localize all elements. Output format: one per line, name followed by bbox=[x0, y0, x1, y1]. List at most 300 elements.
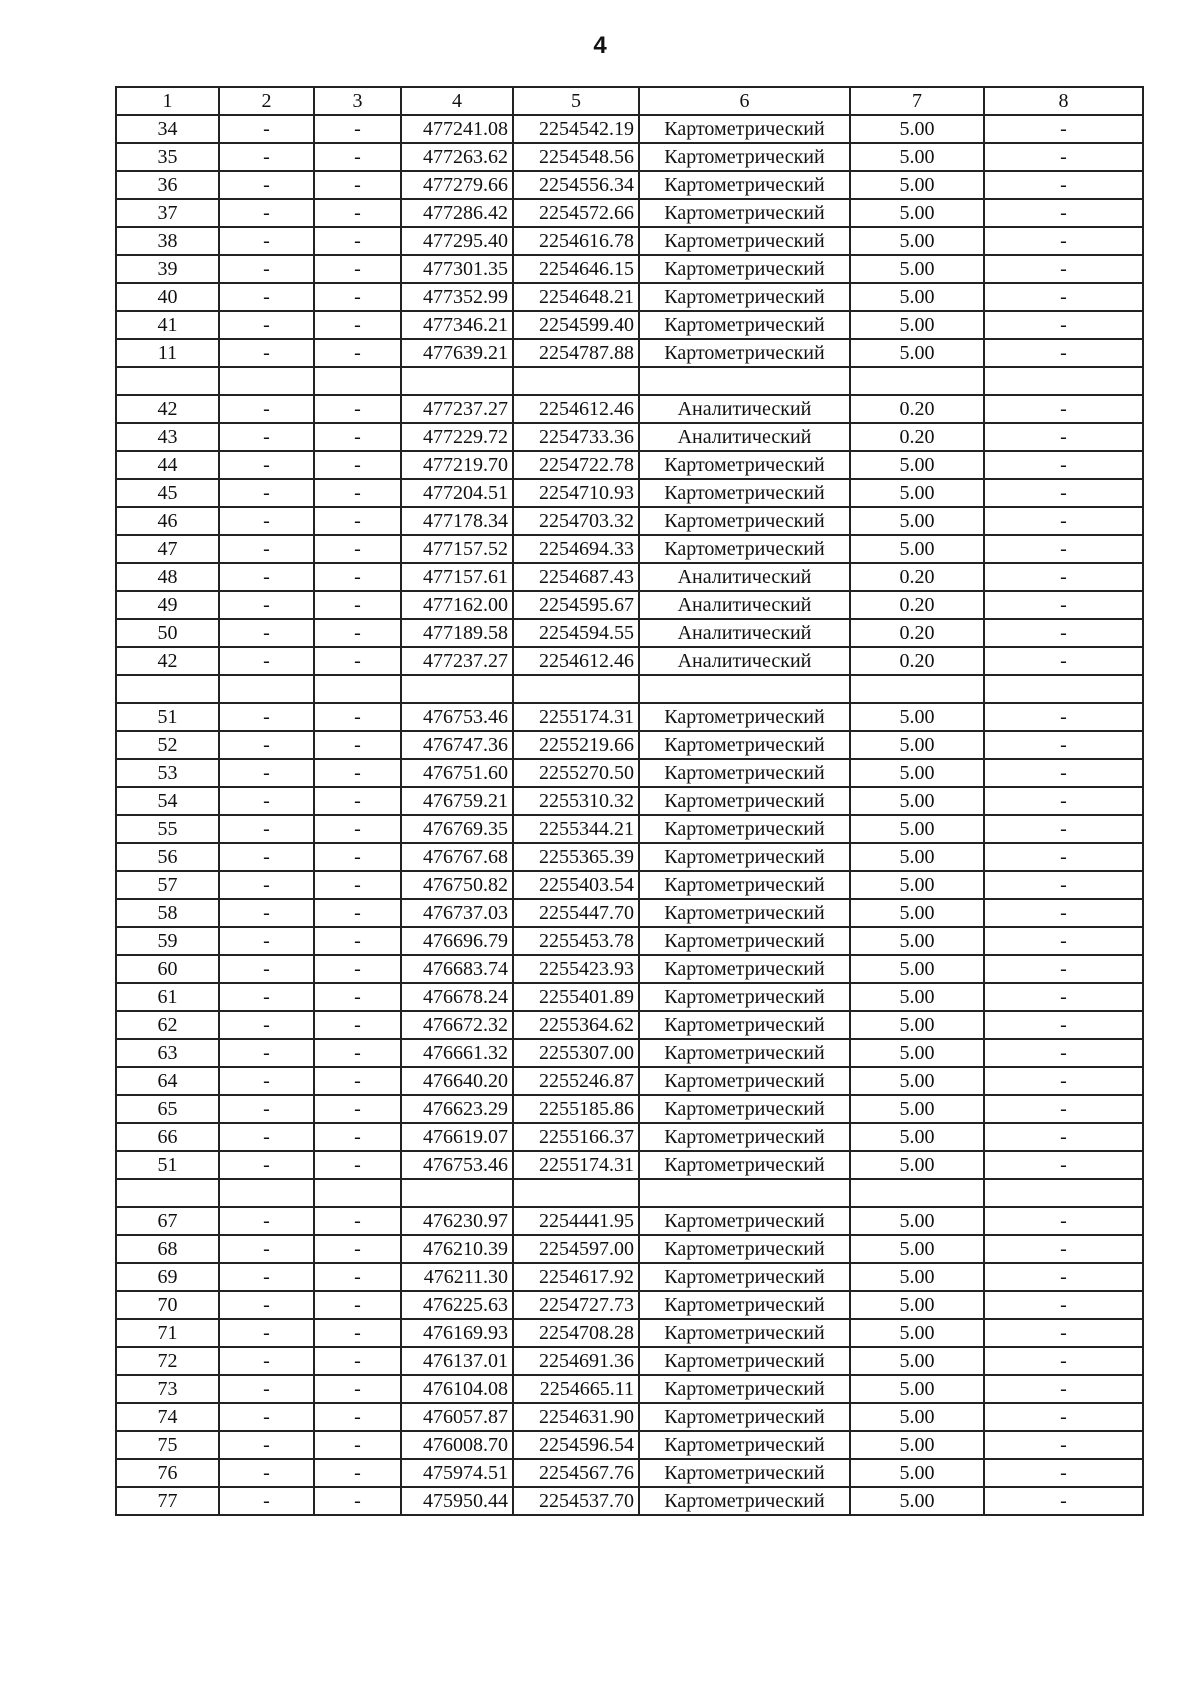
column-8-cell: - bbox=[984, 843, 1143, 871]
column-3-cell: - bbox=[314, 255, 401, 283]
table-row bbox=[116, 759, 1143, 787]
y-coordinate-cell: 2254594.55 bbox=[513, 619, 639, 647]
column-3-cell: - bbox=[314, 899, 401, 927]
column-3-cell: - bbox=[314, 815, 401, 843]
column-3-cell: - bbox=[314, 927, 401, 955]
column-8-cell: - bbox=[984, 647, 1143, 675]
column-2-cell: - bbox=[219, 1235, 314, 1263]
accuracy-cell: 5.00 bbox=[850, 311, 984, 339]
column-2-cell bbox=[219, 675, 314, 703]
column-3-cell: - bbox=[314, 507, 401, 535]
y-coordinate-cell: 2254599.40 bbox=[513, 311, 639, 339]
column-8-cell: - bbox=[984, 731, 1143, 759]
y-coordinate-cell: 2255246.87 bbox=[513, 1067, 639, 1095]
y-coordinate-cell: 2255219.66 bbox=[513, 731, 639, 759]
column-8-cell: - bbox=[984, 423, 1143, 451]
y-coordinate-cell bbox=[513, 675, 639, 703]
column-3-cell: - bbox=[314, 115, 401, 143]
column-header: 8 bbox=[984, 87, 1143, 115]
column-3-cell: - bbox=[314, 451, 401, 479]
column-8-cell: - bbox=[984, 1235, 1143, 1263]
method-cell: Картометрический bbox=[639, 871, 850, 899]
accuracy-cell: 5.00 bbox=[850, 535, 984, 563]
column-3-cell: - bbox=[314, 843, 401, 871]
table-row bbox=[116, 283, 1143, 311]
accuracy-cell: 5.00 bbox=[850, 507, 984, 535]
y-coordinate-cell: 2255423.93 bbox=[513, 955, 639, 983]
column-8-cell: - bbox=[984, 703, 1143, 731]
method-cell: Картометрический bbox=[639, 507, 850, 535]
point-number-cell bbox=[116, 1179, 219, 1207]
y-coordinate-cell: 2254596.54 bbox=[513, 1431, 639, 1459]
column-8-cell: - bbox=[984, 1067, 1143, 1095]
column-8-cell: - bbox=[984, 1403, 1143, 1431]
table-row bbox=[116, 591, 1143, 619]
method-cell: Картометрический bbox=[639, 1459, 850, 1487]
accuracy-cell: 5.00 bbox=[850, 843, 984, 871]
column-3-cell: - bbox=[314, 759, 401, 787]
x-coordinate-cell: 477295.40 bbox=[401, 227, 513, 255]
column-2-cell: - bbox=[219, 1291, 314, 1319]
method-cell: Картометрический bbox=[639, 731, 850, 759]
point-number-cell: 66 bbox=[116, 1123, 219, 1151]
x-coordinate-cell: 476104.08 bbox=[401, 1375, 513, 1403]
column-2-cell: - bbox=[219, 1375, 314, 1403]
column-2-cell: - bbox=[219, 283, 314, 311]
accuracy-cell: 5.00 bbox=[850, 199, 984, 227]
column-3-cell: - bbox=[314, 647, 401, 675]
method-cell bbox=[639, 1179, 850, 1207]
method-cell: Картометрический bbox=[639, 1347, 850, 1375]
y-coordinate-cell: 2254597.00 bbox=[513, 1235, 639, 1263]
column-3-cell: - bbox=[314, 171, 401, 199]
point-number-cell: 37 bbox=[116, 199, 219, 227]
accuracy-cell: 5.00 bbox=[850, 1263, 984, 1291]
column-8-cell: - bbox=[984, 1263, 1143, 1291]
x-coordinate-cell: 477346.21 bbox=[401, 311, 513, 339]
point-number-cell: 34 bbox=[116, 115, 219, 143]
column-8-cell: - bbox=[984, 619, 1143, 647]
table-row bbox=[116, 1431, 1143, 1459]
method-cell: Картометрический bbox=[639, 1487, 850, 1515]
x-coordinate-cell: 476137.01 bbox=[401, 1347, 513, 1375]
column-2-cell: - bbox=[219, 647, 314, 675]
column-2-cell: - bbox=[219, 143, 314, 171]
y-coordinate-cell: 2255344.21 bbox=[513, 815, 639, 843]
x-coordinate-cell: 476623.29 bbox=[401, 1095, 513, 1123]
y-coordinate-cell: 2254727.73 bbox=[513, 1291, 639, 1319]
table-row bbox=[116, 1403, 1143, 1431]
point-number-cell: 73 bbox=[116, 1375, 219, 1403]
column-2-cell: - bbox=[219, 563, 314, 591]
accuracy-cell: 5.00 bbox=[850, 1151, 984, 1179]
accuracy-cell: 5.00 bbox=[850, 1403, 984, 1431]
table-row bbox=[116, 479, 1143, 507]
table-row bbox=[116, 535, 1143, 563]
y-coordinate-cell: 2255401.89 bbox=[513, 983, 639, 1011]
x-coordinate-cell: 476767.68 bbox=[401, 843, 513, 871]
column-3-cell: - bbox=[314, 563, 401, 591]
table-row bbox=[116, 787, 1143, 815]
method-cell: Аналитический bbox=[639, 619, 850, 647]
accuracy-cell: 0.20 bbox=[850, 563, 984, 591]
accuracy-cell: 0.20 bbox=[850, 395, 984, 423]
method-cell bbox=[639, 367, 850, 395]
x-coordinate-cell: 477237.27 bbox=[401, 395, 513, 423]
point-number-cell: 40 bbox=[116, 283, 219, 311]
method-cell: Аналитический bbox=[639, 563, 850, 591]
x-coordinate-cell: 477263.62 bbox=[401, 143, 513, 171]
accuracy-cell: 5.00 bbox=[850, 1235, 984, 1263]
y-coordinate-cell: 2254703.32 bbox=[513, 507, 639, 535]
column-2-cell: - bbox=[219, 227, 314, 255]
y-coordinate-cell: 2254612.46 bbox=[513, 395, 639, 423]
accuracy-cell: 5.00 bbox=[850, 255, 984, 283]
y-coordinate-cell: 2254691.36 bbox=[513, 1347, 639, 1375]
table-row bbox=[116, 1039, 1143, 1067]
table-row bbox=[116, 1291, 1143, 1319]
column-header: 4 bbox=[401, 87, 513, 115]
table-row bbox=[116, 1011, 1143, 1039]
column-8-cell: - bbox=[984, 507, 1143, 535]
table-row bbox=[116, 1235, 1143, 1263]
column-8-cell bbox=[984, 367, 1143, 395]
column-8-cell: - bbox=[984, 535, 1143, 563]
point-number-cell: 57 bbox=[116, 871, 219, 899]
accuracy-cell: 5.00 bbox=[850, 1487, 984, 1515]
point-number-cell: 77 bbox=[116, 1487, 219, 1515]
column-8-cell: - bbox=[984, 283, 1143, 311]
column-3-cell: - bbox=[314, 787, 401, 815]
column-8-cell: - bbox=[984, 787, 1143, 815]
y-coordinate-cell: 2254787.88 bbox=[513, 339, 639, 367]
method-cell: Картометрический bbox=[639, 815, 850, 843]
method-cell: Картометрический bbox=[639, 339, 850, 367]
column-8-cell: - bbox=[984, 899, 1143, 927]
table-row bbox=[116, 1067, 1143, 1095]
column-2-cell: - bbox=[219, 507, 314, 535]
y-coordinate-cell: 2254567.76 bbox=[513, 1459, 639, 1487]
method-cell: Картометрический bbox=[639, 1095, 850, 1123]
y-coordinate-cell: 2255453.78 bbox=[513, 927, 639, 955]
accuracy-cell: 5.00 bbox=[850, 1011, 984, 1039]
x-coordinate-cell: 476747.36 bbox=[401, 731, 513, 759]
coordinates-table bbox=[115, 86, 1144, 1516]
x-coordinate-cell: 476759.21 bbox=[401, 787, 513, 815]
x-coordinate-cell: 476225.63 bbox=[401, 1291, 513, 1319]
point-number-cell: 70 bbox=[116, 1291, 219, 1319]
column-8-cell: - bbox=[984, 1123, 1143, 1151]
column-3-cell: - bbox=[314, 1347, 401, 1375]
column-8-cell: - bbox=[984, 1207, 1143, 1235]
method-cell: Картометрический bbox=[639, 787, 850, 815]
column-2-cell: - bbox=[219, 115, 314, 143]
table-row bbox=[116, 1347, 1143, 1375]
column-3-cell bbox=[314, 675, 401, 703]
method-cell: Картометрический bbox=[639, 1375, 850, 1403]
column-header: 2 bbox=[219, 87, 314, 115]
method-cell: Картометрический bbox=[639, 143, 850, 171]
column-8-cell: - bbox=[984, 451, 1143, 479]
method-cell: Картометрический bbox=[639, 1319, 850, 1347]
y-coordinate-cell bbox=[513, 367, 639, 395]
point-number-cell: 42 bbox=[116, 647, 219, 675]
x-coordinate-cell: 476750.82 bbox=[401, 871, 513, 899]
column-8-cell: - bbox=[984, 563, 1143, 591]
point-number-cell bbox=[116, 675, 219, 703]
y-coordinate-cell: 2255310.32 bbox=[513, 787, 639, 815]
method-cell: Картометрический bbox=[639, 1123, 850, 1151]
table-row bbox=[116, 871, 1143, 899]
point-number-cell: 47 bbox=[116, 535, 219, 563]
table-row bbox=[116, 1207, 1143, 1235]
accuracy-cell: 5.00 bbox=[850, 1347, 984, 1375]
x-coordinate-cell: 477229.72 bbox=[401, 423, 513, 451]
method-cell: Картометрический bbox=[639, 1263, 850, 1291]
table-row bbox=[116, 395, 1143, 423]
table-row bbox=[116, 1179, 1143, 1207]
table-row bbox=[116, 143, 1143, 171]
x-coordinate-cell: 477352.99 bbox=[401, 283, 513, 311]
x-coordinate-cell: 476008.70 bbox=[401, 1431, 513, 1459]
column-2-cell: - bbox=[219, 1207, 314, 1235]
method-cell: Картометрический bbox=[639, 899, 850, 927]
x-coordinate-cell: 476678.24 bbox=[401, 983, 513, 1011]
column-3-cell: - bbox=[314, 619, 401, 647]
accuracy-cell: 5.00 bbox=[850, 479, 984, 507]
x-coordinate-cell: 476619.07 bbox=[401, 1123, 513, 1151]
x-coordinate-cell: 476769.35 bbox=[401, 815, 513, 843]
x-coordinate-cell: 476210.39 bbox=[401, 1235, 513, 1263]
column-8-cell: - bbox=[984, 311, 1143, 339]
method-cell: Картометрический bbox=[639, 479, 850, 507]
column-8-cell: - bbox=[984, 199, 1143, 227]
column-8-cell bbox=[984, 1179, 1143, 1207]
accuracy-cell: 5.00 bbox=[850, 1291, 984, 1319]
column-header: 3 bbox=[314, 87, 401, 115]
column-3-cell: - bbox=[314, 1039, 401, 1067]
column-3-cell: - bbox=[314, 955, 401, 983]
column-2-cell: - bbox=[219, 1347, 314, 1375]
table-row bbox=[116, 115, 1143, 143]
column-8-cell: - bbox=[984, 143, 1143, 171]
point-number-cell: 35 bbox=[116, 143, 219, 171]
accuracy-cell: 5.00 bbox=[850, 1067, 984, 1095]
column-3-cell: - bbox=[314, 1067, 401, 1095]
method-cell: Картометрический bbox=[639, 1403, 850, 1431]
column-3-cell: - bbox=[314, 1151, 401, 1179]
accuracy-cell: 5.00 bbox=[850, 143, 984, 171]
method-cell: Картометрический bbox=[639, 535, 850, 563]
table-row bbox=[116, 199, 1143, 227]
column-header: 6 bbox=[639, 87, 850, 115]
accuracy-cell: 0.20 bbox=[850, 423, 984, 451]
accuracy-cell: 5.00 bbox=[850, 899, 984, 927]
point-number-cell: 55 bbox=[116, 815, 219, 843]
table-row bbox=[116, 675, 1143, 703]
column-3-cell: - bbox=[314, 1459, 401, 1487]
y-coordinate-cell: 2255403.54 bbox=[513, 871, 639, 899]
x-coordinate-cell: 477178.34 bbox=[401, 507, 513, 535]
point-number-cell: 51 bbox=[116, 703, 219, 731]
table-row bbox=[116, 619, 1143, 647]
point-number-cell: 56 bbox=[116, 843, 219, 871]
method-cell: Картометрический bbox=[639, 199, 850, 227]
accuracy-cell: 5.00 bbox=[850, 1207, 984, 1235]
accuracy-cell: 5.00 bbox=[850, 871, 984, 899]
x-coordinate-cell: 476230.97 bbox=[401, 1207, 513, 1235]
column-2-cell: - bbox=[219, 1011, 314, 1039]
accuracy-cell: 5.00 bbox=[850, 171, 984, 199]
x-coordinate-cell bbox=[401, 675, 513, 703]
x-coordinate-cell: 475974.51 bbox=[401, 1459, 513, 1487]
column-3-cell: - bbox=[314, 1123, 401, 1151]
table-row bbox=[116, 1319, 1143, 1347]
column-3-cell: - bbox=[314, 703, 401, 731]
accuracy-cell: 0.20 bbox=[850, 591, 984, 619]
table-row bbox=[116, 1263, 1143, 1291]
table-row bbox=[116, 451, 1143, 479]
x-coordinate-cell: 477301.35 bbox=[401, 255, 513, 283]
column-8-cell: - bbox=[984, 395, 1143, 423]
table-row bbox=[116, 563, 1143, 591]
accuracy-cell: 0.20 bbox=[850, 619, 984, 647]
column-2-cell: - bbox=[219, 955, 314, 983]
column-8-cell: - bbox=[984, 1011, 1143, 1039]
x-coordinate-cell: 477162.00 bbox=[401, 591, 513, 619]
point-number-cell: 54 bbox=[116, 787, 219, 815]
table-row bbox=[116, 255, 1143, 283]
y-coordinate-cell: 2254537.70 bbox=[513, 1487, 639, 1515]
accuracy-cell: 5.00 bbox=[850, 227, 984, 255]
point-number-cell: 48 bbox=[116, 563, 219, 591]
point-number-cell: 42 bbox=[116, 395, 219, 423]
method-cell: Картометрический bbox=[639, 227, 850, 255]
column-3-cell: - bbox=[314, 1403, 401, 1431]
method-cell: Картометрический bbox=[639, 703, 850, 731]
point-number-cell: 50 bbox=[116, 619, 219, 647]
column-8-cell: - bbox=[984, 227, 1143, 255]
column-8-cell: - bbox=[984, 171, 1143, 199]
column-3-cell bbox=[314, 367, 401, 395]
accuracy-cell bbox=[850, 1179, 984, 1207]
x-coordinate-cell: 477189.58 bbox=[401, 619, 513, 647]
method-cell: Картометрический bbox=[639, 759, 850, 787]
point-number-cell: 44 bbox=[116, 451, 219, 479]
table-row bbox=[116, 227, 1143, 255]
point-number-cell: 72 bbox=[116, 1347, 219, 1375]
x-coordinate-cell: 476057.87 bbox=[401, 1403, 513, 1431]
column-2-cell: - bbox=[219, 479, 314, 507]
y-coordinate-cell: 2254708.28 bbox=[513, 1319, 639, 1347]
method-cell: Картометрический bbox=[639, 1039, 850, 1067]
point-number-cell: 71 bbox=[116, 1319, 219, 1347]
table-body bbox=[116, 115, 1143, 1515]
accuracy-cell bbox=[850, 367, 984, 395]
column-8-cell: - bbox=[984, 591, 1143, 619]
point-number-cell: 65 bbox=[116, 1095, 219, 1123]
y-coordinate-cell: 2255365.39 bbox=[513, 843, 639, 871]
column-8-cell: - bbox=[984, 1431, 1143, 1459]
column-header: 1 bbox=[116, 87, 219, 115]
accuracy-cell: 5.00 bbox=[850, 955, 984, 983]
column-2-cell: - bbox=[219, 871, 314, 899]
column-3-cell: - bbox=[314, 227, 401, 255]
x-coordinate-cell: 476640.20 bbox=[401, 1067, 513, 1095]
column-3-cell: - bbox=[314, 535, 401, 563]
table-row bbox=[116, 731, 1143, 759]
column-2-cell: - bbox=[219, 451, 314, 479]
accuracy-cell: 5.00 bbox=[850, 1039, 984, 1067]
column-8-cell bbox=[984, 675, 1143, 703]
column-3-cell: - bbox=[314, 871, 401, 899]
accuracy-cell: 5.00 bbox=[850, 1431, 984, 1459]
column-header: 7 bbox=[850, 87, 984, 115]
table-row bbox=[116, 311, 1143, 339]
table-row bbox=[116, 1123, 1143, 1151]
table-row bbox=[116, 1459, 1143, 1487]
y-coordinate-cell: 2254733.36 bbox=[513, 423, 639, 451]
column-3-cell: - bbox=[314, 395, 401, 423]
column-8-cell: - bbox=[984, 1459, 1143, 1487]
x-coordinate-cell: 477157.61 bbox=[401, 563, 513, 591]
x-coordinate-cell: 477219.70 bbox=[401, 451, 513, 479]
column-2-cell: - bbox=[219, 759, 314, 787]
y-coordinate-cell: 2255185.86 bbox=[513, 1095, 639, 1123]
method-cell: Картометрический bbox=[639, 927, 850, 955]
point-number-cell: 61 bbox=[116, 983, 219, 1011]
method-cell: Картометрический bbox=[639, 1207, 850, 1235]
method-cell: Картометрический bbox=[639, 843, 850, 871]
y-coordinate-cell: 2255270.50 bbox=[513, 759, 639, 787]
column-2-cell: - bbox=[219, 339, 314, 367]
point-number-cell: 67 bbox=[116, 1207, 219, 1235]
point-number-cell: 74 bbox=[116, 1403, 219, 1431]
column-8-cell: - bbox=[984, 871, 1143, 899]
point-number-cell: 52 bbox=[116, 731, 219, 759]
y-coordinate-cell: 2254687.43 bbox=[513, 563, 639, 591]
x-coordinate-cell: 476672.32 bbox=[401, 1011, 513, 1039]
point-number-cell: 45 bbox=[116, 479, 219, 507]
x-coordinate-cell: 477241.08 bbox=[401, 115, 513, 143]
y-coordinate-cell: 2254710.93 bbox=[513, 479, 639, 507]
x-coordinate-cell: 477157.52 bbox=[401, 535, 513, 563]
column-2-cell: - bbox=[219, 1151, 314, 1179]
column-3-cell: - bbox=[314, 1319, 401, 1347]
table-row bbox=[116, 339, 1143, 367]
accuracy-cell: 5.00 bbox=[850, 1459, 984, 1487]
point-number-cell: 46 bbox=[116, 507, 219, 535]
y-coordinate-cell: 2254722.78 bbox=[513, 451, 639, 479]
accuracy-cell: 5.00 bbox=[850, 451, 984, 479]
point-number-cell: 43 bbox=[116, 423, 219, 451]
table-row bbox=[116, 843, 1143, 871]
method-cell bbox=[639, 675, 850, 703]
column-3-cell: - bbox=[314, 283, 401, 311]
accuracy-cell: 5.00 bbox=[850, 759, 984, 787]
point-number-cell: 41 bbox=[116, 311, 219, 339]
point-number-cell: 69 bbox=[116, 1263, 219, 1291]
x-coordinate-cell: 477639.21 bbox=[401, 339, 513, 367]
table-row bbox=[116, 1375, 1143, 1403]
column-2-cell: - bbox=[219, 171, 314, 199]
y-coordinate-cell: 2254694.33 bbox=[513, 535, 639, 563]
method-cell: Картометрический bbox=[639, 1431, 850, 1459]
column-3-cell: - bbox=[314, 143, 401, 171]
method-cell: Аналитический bbox=[639, 591, 850, 619]
column-3-cell: - bbox=[314, 1375, 401, 1403]
accuracy-cell: 5.00 bbox=[850, 927, 984, 955]
